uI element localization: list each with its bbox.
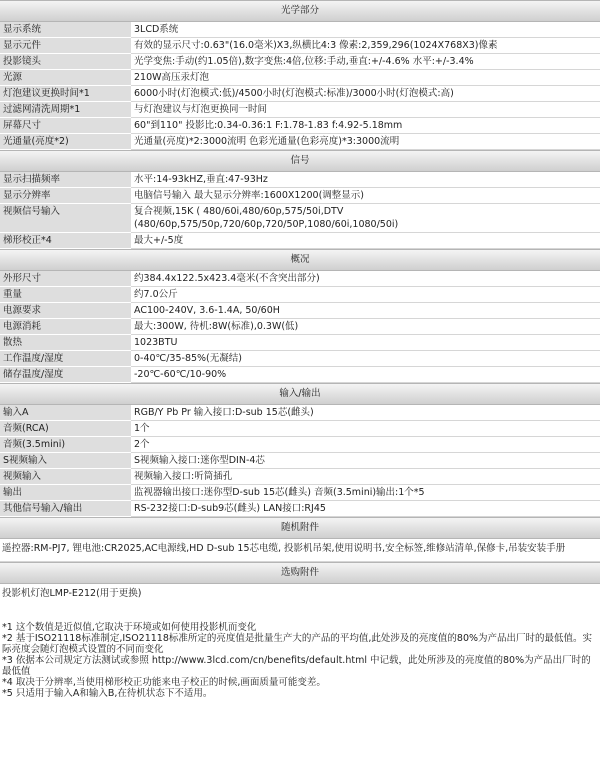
spec-row	[0, 421, 600, 437]
spec-row	[0, 118, 600, 134]
spec-value: S视频输入接口:迷你型DIN-4芯	[131, 453, 600, 469]
spec-value: 1023BTU	[131, 335, 600, 351]
spec-value: 210W高压汞灯泡	[131, 70, 600, 86]
spec-row	[0, 86, 600, 102]
spec-value: 60"到110" 投影比:0.34-0.36:1 F:1.78-1.83 f:4.92-5.18mm	[131, 118, 600, 134]
optional-text: 投影机灯泡LMP-E212(用于更换)	[2, 588, 142, 599]
spec-row	[0, 453, 600, 469]
spec-key: 外形尺寸	[0, 271, 131, 287]
spec-key: 散热	[0, 335, 131, 351]
spec-row	[0, 351, 600, 367]
footnote: *4 取决于分辨率,当使用梯形校正功能来电子校正的时候,画面质量可能变差。	[2, 677, 326, 688]
footnote: *5 只适用于输入A和输入B,在待机状态下不适用。	[2, 688, 213, 699]
spec-value: 光通量(亮度)*2:3000流明 色彩光通量(色彩亮度)*3:3000流明	[131, 134, 600, 150]
spec-key: 显示元件	[0, 38, 131, 54]
spec-key: 电源消耗	[0, 319, 131, 335]
footnote: *2 基于ISO21118标准制定,ISO21118标准所定的亮度值是批量生产大的产品的平均值,此处涉及的亮度值的80%为产品出厂时的最低值。实际亮度会随灯泡模式设置的不同而变化	[2, 633, 593, 655]
spec-row	[0, 405, 600, 421]
footnote: *1 这个数值是近似值,它取决于环境或如何使用投影机而变化	[2, 622, 257, 633]
spec-row	[0, 271, 600, 287]
section-signal	[0, 150, 600, 249]
spec-row	[0, 54, 600, 70]
section-optional	[0, 562, 600, 620]
section-header: 光学部分	[0, 0, 600, 22]
spec-row	[0, 134, 600, 150]
spec-value: 复合视频,15K ( 480/60i,480/60p,575/50i,DTV (480/60p,575/50p,720/60p,720/50P,1080/60i,1080/50i)	[131, 204, 600, 233]
spec-key: 光通量(亮度*2)	[0, 134, 131, 150]
spec-key: 显示扫描频率	[0, 172, 131, 188]
section-header: 输入/输出	[0, 383, 600, 405]
footnotes	[0, 620, 600, 701]
spec-value: 最大+/-5度	[131, 233, 600, 249]
spec-value: AC100-240V, 3.6-1.4A, 50/60H	[131, 303, 600, 319]
spec-key: 音频(RCA)	[0, 421, 131, 437]
spec-value: 1个	[131, 421, 600, 437]
spec-key: 显示分辨率	[0, 188, 131, 204]
spec-value: RGB/Y Pb Pr 输入接口:D-sub 15芯(雌头)	[131, 405, 600, 421]
spec-row	[0, 303, 600, 319]
spec-key: 视频信号输入	[0, 204, 131, 233]
section-header: 信号	[0, 150, 600, 172]
spec-key: 投影镜头	[0, 54, 131, 70]
section-optics	[0, 0, 600, 150]
spec-table	[0, 405, 600, 517]
spec-key: 其他信号输入/输出	[0, 501, 131, 517]
spec-row	[0, 102, 600, 118]
spec-row	[0, 367, 600, 383]
spec-value: 光学变焦:手动(约1.05倍),数字变焦:4倍,位移:手动,垂直:+/-4.6% 水平:+/-3.4%	[131, 54, 600, 70]
spec-key: 输出	[0, 485, 131, 501]
spec-key: 显示系统	[0, 22, 131, 38]
spec-value: 0-40℃/35-85%(无凝结)	[131, 351, 600, 367]
spec-row	[0, 22, 600, 38]
spec-key: 音频(3.5mini)	[0, 437, 131, 453]
spec-key: 屏幕尺寸	[0, 118, 131, 134]
section-general	[0, 249, 600, 383]
spec-table	[0, 271, 600, 383]
spec-value: 有效的显示尺寸:0.63"(16.0毫米)X3,纵横比4:3 像素:2,359,296(1024X768X3)像素	[131, 38, 600, 54]
spec-key: 电源要求	[0, 303, 131, 319]
spec-table	[0, 172, 600, 249]
spec-value: 2个	[131, 437, 600, 453]
spec-row	[0, 172, 600, 188]
spec-key: 光源	[0, 70, 131, 86]
spec-key: S视频输入	[0, 453, 131, 469]
spec-key: 输入A	[0, 405, 131, 421]
spec-key: 视频输入	[0, 469, 131, 485]
spec-key: 储存温度/湿度	[0, 367, 131, 383]
section-header: 随机附件	[0, 517, 600, 539]
spec-value: RS-232接口:D-sub9芯(雌头) LAN接口:RJ45	[131, 501, 600, 517]
spec-row	[0, 501, 600, 517]
spec-row	[0, 335, 600, 351]
spec-value: 最大:300W, 待机:8W(标准),0.3W(低)	[131, 319, 600, 335]
accessories-text: 遥控器:RM-PJ7, 锂电池:CR2025,AC电源线,HD D-sub 15芯电缆, 投影机吊架,使用说明书,安全标签,维修站清单,保修卡,吊装安装手册	[0, 539, 600, 562]
section-header: 选购附件	[0, 562, 600, 584]
spec-value: 约384.4x122.5x423.4毫米(不含突出部分)	[131, 271, 600, 287]
spec-value: 电脑信号输入 最大显示分辨率:1600X1200(调整显示)	[131, 188, 600, 204]
spec-key: 过滤网清洗周期*1	[0, 102, 131, 118]
section-io	[0, 383, 600, 517]
spec-row	[0, 204, 600, 233]
spec-key: 重量	[0, 287, 131, 303]
spec-key: 梯形校正*4	[0, 233, 131, 249]
spec-value: 视频输入接口:听筒插孔	[131, 469, 600, 485]
spec-value: 监视器输出接口:迷你型D-sub 15芯(雌头) 音频(3.5mini)输出:1个*5	[131, 485, 600, 501]
spec-value: 约7.0公斤	[131, 287, 600, 303]
spec-row	[0, 233, 600, 249]
section-header: 概况	[0, 249, 600, 271]
spec-value: 6000小时(灯泡模式:低)/4500小时(灯泡模式:标准)/3000小时(灯泡模式:高)	[131, 86, 600, 102]
spec-row	[0, 319, 600, 335]
spec-row	[0, 437, 600, 453]
spec-row	[0, 38, 600, 54]
section-accessories	[0, 517, 600, 562]
spec-value: -20℃-60℃/10-90%	[131, 367, 600, 383]
spec-row	[0, 70, 600, 86]
spec-row	[0, 287, 600, 303]
spec-value: 3LCD系统	[131, 22, 600, 38]
spec-value: 与灯泡建议与灯泡更换同一时间	[131, 102, 600, 118]
spec-value: 水平:14-93kHZ,垂直:47-93Hz	[131, 172, 600, 188]
spec-row	[0, 188, 600, 204]
spec-table	[0, 22, 600, 150]
spec-key: 灯泡建议更换时间*1	[0, 86, 131, 102]
spec-key: 工作温度/湿度	[0, 351, 131, 367]
spec-row	[0, 485, 600, 501]
spec-row	[0, 469, 600, 485]
footnote: *3 依据本公司规定方法测试或参照 http://www.3lcd.com/cn/benefits/default.html 中记载，此处所涉及的亮度值的80%为产品出厂时的最低值	[2, 655, 591, 677]
